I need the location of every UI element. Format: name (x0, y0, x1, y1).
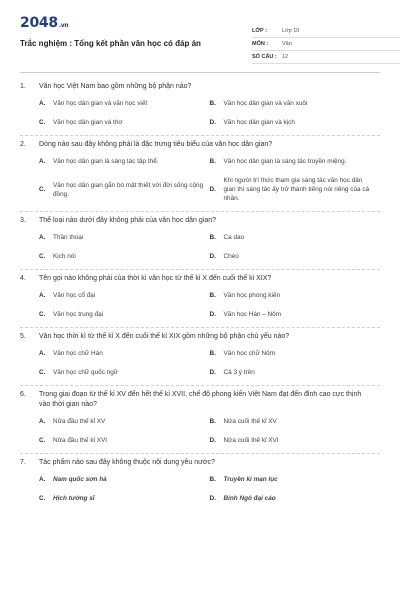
answer-option[interactable] (210, 349, 381, 358)
answer-option[interactable] (210, 494, 381, 503)
answer-option[interactable] (39, 176, 210, 203)
info-label: LỚP : (252, 28, 267, 34)
answer-option[interactable] (39, 417, 210, 426)
answer-option[interactable] (210, 310, 381, 319)
option-text: Văn học trung đại (53, 311, 104, 318)
option-text: Bình Ngô đại cáo (223, 495, 276, 502)
option-text: Ca dao (223, 234, 245, 241)
info-value: Lớp 10 (282, 28, 300, 34)
question-number: 6. (20, 391, 26, 398)
answer-options (20, 99, 380, 127)
answer-option[interactable] (210, 233, 381, 242)
question-item (20, 458, 380, 511)
option-text: Cả 3 ý trên (223, 369, 255, 376)
quiz-info-table (252, 25, 400, 64)
question-number: 7. (20, 459, 26, 466)
option-letter: A. (39, 476, 46, 483)
option-letter: C. (39, 437, 46, 444)
question-text: Văn học thời kì từ thế kỉ X đến cuối thế kỉ XIX gồm những bộ phận chủ yếu nào? (39, 333, 290, 340)
site-logo[interactable] (20, 15, 68, 31)
info-row-subject (252, 38, 400, 51)
question-stem (20, 458, 380, 468)
option-text: Văn học dân gian là sáng tác tập thể. (53, 158, 159, 165)
page-header (20, 12, 380, 72)
option-letter: A. (39, 292, 46, 299)
question-number: 3. (20, 217, 26, 224)
answer-option[interactable] (39, 157, 210, 166)
option-text: Văn học chữ quốc ngữ (53, 369, 119, 376)
option-letter: A. (39, 418, 46, 425)
option-text: Nửa đầu thế kỉ XV (53, 418, 106, 425)
option-text: Văn học dân gian và kịch (223, 119, 295, 126)
info-row-question-count (252, 51, 400, 64)
option-text: Truyền kì mạn lục (223, 476, 278, 483)
option-letter: B. (209, 292, 216, 299)
question-item (20, 390, 380, 454)
option-text: Nửa cuối thế kỉ XV (223, 418, 277, 425)
option-text: Văn học dân gian và văn xuôi (223, 100, 308, 107)
answer-option[interactable] (210, 252, 381, 261)
answer-option[interactable] (39, 233, 210, 242)
answer-option[interactable] (210, 118, 381, 127)
option-text: Nam quốc sơn hà (53, 476, 107, 483)
option-letter: C. (39, 311, 46, 318)
quiz-title: Trắc nghiệm : Tổng kết phần văn học có đáp án (20, 39, 201, 48)
option-letter: C. (39, 495, 46, 502)
option-text: Văn học dân gian là sáng tác truyền miệng. (223, 158, 347, 165)
option-letter: A. (39, 234, 46, 241)
info-label: MÔN : (252, 41, 269, 47)
option-letter: C. (39, 119, 46, 126)
option-text: Văn học chữ Hán (53, 350, 103, 357)
option-letter: D. (209, 437, 216, 444)
option-text: Kịch nói (53, 253, 76, 260)
option-letter: B. (209, 158, 216, 165)
answer-option[interactable] (39, 310, 210, 319)
option-text: Khi người trí thức tham gia sáng tác văn học dân gian thì sáng tác ấy trở thành tiếng nói riêng của cá nhân. (223, 177, 370, 202)
option-text: Nửa cuối thế kỉ XVI (223, 437, 279, 444)
info-value: Văn (282, 41, 292, 47)
question-number: 2. (20, 141, 26, 148)
question-item (20, 274, 380, 328)
answer-option[interactable] (210, 157, 381, 166)
option-letter: D. (209, 369, 216, 376)
question-stem (20, 82, 380, 92)
option-letter: C. (39, 369, 46, 376)
option-letter: B. (209, 418, 216, 425)
question-item (20, 332, 380, 386)
option-letter: B. (209, 100, 216, 107)
option-letter: B. (209, 350, 216, 357)
logo-suffix: .vn (58, 22, 69, 29)
option-text: Văn học dân gian gắn bó mật thiết với đời sống cộng đồng. (53, 181, 204, 198)
question-text: Văn học Việt Nam bao gồm những bộ phận nào? (39, 83, 192, 90)
option-text: Văn học dân gian và thơ (53, 119, 123, 126)
answer-option[interactable] (39, 118, 210, 127)
answer-options (20, 417, 380, 445)
option-text: Nửa đầu thế kỉ XVI (53, 437, 108, 444)
info-label: SỐ CÂU : (252, 54, 277, 60)
answer-option[interactable] (39, 494, 210, 503)
header-divider (20, 72, 380, 73)
question-text: Tên gọi nào không phải của thời kì văn học từ thế kỉ X đến cuối thế kỉ XIX? (39, 275, 272, 282)
question-stem (20, 332, 380, 342)
answer-options (20, 233, 380, 261)
answer-option[interactable] (210, 368, 381, 377)
answer-options (20, 291, 380, 319)
question-text: Dòng nào sau đây không phải là đặc trưng tiêu biểu của văn học dân gian? (39, 141, 273, 148)
option-letter: A. (39, 350, 46, 357)
info-row-grade (252, 25, 400, 38)
answer-options (20, 349, 380, 377)
option-letter: C. (39, 186, 46, 193)
answer-options (20, 157, 380, 203)
answer-option[interactable] (39, 252, 210, 261)
answer-option[interactable] (39, 475, 210, 484)
question-stem (20, 216, 380, 226)
logo-text: 2048 (20, 15, 58, 31)
option-letter: D. (209, 119, 216, 126)
option-text: Văn học Hán – Nôm (223, 311, 282, 318)
option-letter: D. (209, 186, 216, 193)
option-letter: D. (209, 311, 216, 318)
answer-option[interactable] (210, 417, 381, 426)
option-letter: A. (39, 158, 46, 165)
answer-option[interactable] (210, 436, 381, 445)
question-number: 4. (20, 275, 26, 282)
option-text: Văn học phong kiến (223, 292, 280, 299)
answer-option[interactable] (39, 349, 210, 358)
answer-option[interactable] (210, 99, 381, 108)
option-text: Văn học dân gian và văn học viết (53, 100, 148, 107)
question-item (20, 140, 380, 212)
question-text: Thể loại nào dưới đây không phải của văn học dân gian? (39, 217, 217, 224)
question-number: 5. (20, 333, 26, 340)
answer-option[interactable] (210, 475, 381, 484)
option-letter: A. (39, 100, 46, 107)
option-text: Văn học cổ đại (53, 292, 96, 299)
question-number: 1. (20, 83, 26, 90)
question-text: Trong giai đoạn từ thế kỉ XV đến hết thế kỉ XVII, chế độ phong kiến Việt Nam đạt đến đỉnh cao cực thịnh vào thời gian nào? (39, 391, 362, 408)
answer-option[interactable] (39, 291, 210, 300)
option-letter: B. (209, 234, 216, 241)
option-text: Chèo (223, 253, 239, 260)
answer-option[interactable] (210, 291, 381, 300)
question-stem (20, 140, 380, 150)
option-letter: C. (39, 253, 46, 260)
option-text: Thần thoại (53, 234, 84, 241)
answer-option[interactable] (39, 436, 210, 445)
info-value: 12 (282, 54, 289, 60)
option-text: Văn học chữ Nôm (223, 350, 276, 357)
answer-options (20, 475, 380, 503)
option-letter: D. (209, 495, 216, 502)
question-stem (20, 390, 380, 410)
option-letter: D. (209, 253, 216, 260)
question-text: Tác phẩm nào sau đây không thuộc nội dung yêu nước? (39, 459, 215, 466)
answer-option[interactable] (39, 99, 210, 108)
question-item (20, 82, 380, 136)
option-letter: B. (209, 476, 216, 483)
answer-option[interactable] (210, 176, 381, 203)
question-item (20, 216, 380, 270)
question-list (20, 82, 380, 515)
answer-option[interactable] (39, 368, 210, 377)
option-text: Hịch tướng sĩ (53, 495, 95, 502)
question-stem (20, 274, 380, 284)
